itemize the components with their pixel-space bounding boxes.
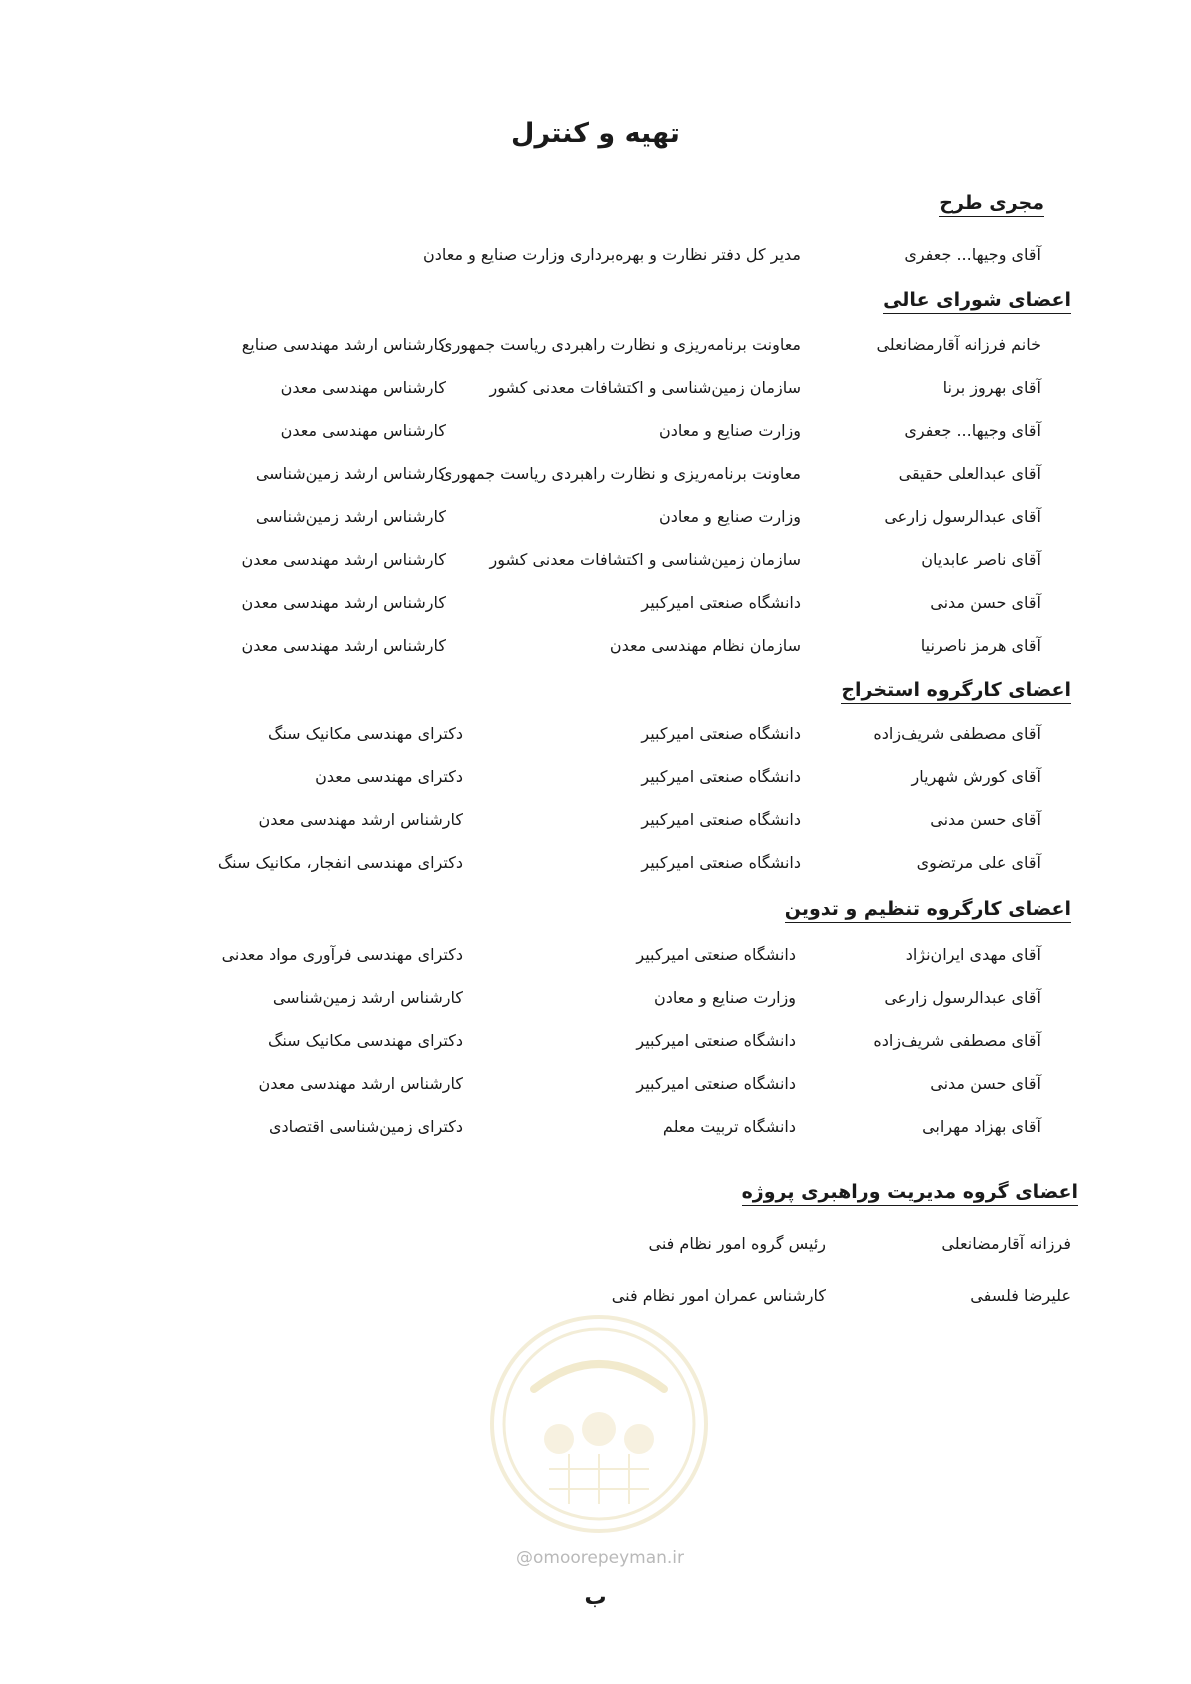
member-name: آقای بهزاد مهرابی	[922, 1117, 1041, 1136]
compilation-row	[0, 988, 1191, 1018]
member-role: کارشناس عمران امور نظام فنی	[611, 1286, 826, 1305]
member-degree: کارشناس ارشد زمین‌شناسی	[272, 988, 463, 1007]
member-degree: کارشناس ارشد زمین‌شناسی	[255, 464, 446, 483]
management-row	[0, 1286, 1191, 1316]
compilation-row	[0, 1074, 1191, 1104]
member-name: آقای وجیها... جعفری	[904, 421, 1041, 440]
member-organization: دانشگاه صنعتی امیرکبیر	[641, 853, 801, 872]
extraction-row	[0, 724, 1191, 754]
member-degree: کارشناس ارشد مهندسی معدن	[241, 636, 446, 655]
compilation-row	[0, 945, 1191, 975]
watermark-site: @omoorepeyman.ir	[515, 1548, 685, 1568]
member-organization: دانشگاه صنعتی امیرکبیر	[641, 724, 801, 743]
member-organization: مدیر کل دفتر نظارت و بهره‌برداری وزارت صنایع و معادن	[422, 245, 801, 264]
member-degree: دکترای مهندسی معدن	[315, 767, 463, 786]
member-organization: سازمان زمین‌شناسی و اکتشافات معدنی کشور	[489, 550, 801, 569]
section-heading-management: اعضای گروه مدیریت وراهبری پروژه	[742, 1181, 1078, 1206]
member-name: آقای عبدالرسول زارعی	[884, 507, 1041, 526]
member-name: آقای هرمز ناصرنیا	[920, 636, 1041, 655]
member-name: آقای کورش شهریار	[911, 767, 1041, 786]
member-organization: سازمان زمین‌شناسی و اکتشافات معدنی کشور	[489, 378, 801, 397]
member-organization: دانشگاه صنعتی امیرکبیر	[641, 593, 801, 612]
member-organization: معاونت برنامه‌ریزی و نظارت راهبردی ریاست جمهوری	[440, 335, 801, 354]
member-name: آقای وجیها... جعفری	[904, 245, 1041, 264]
section-heading-executor: مجری طرح	[939, 192, 1044, 217]
member-degree: کارشناس ارشد مهندسی معدن	[241, 550, 446, 569]
member-degree: دکترای زمین‌شناسی اقتصادی	[268, 1117, 463, 1136]
extraction-row	[0, 767, 1191, 797]
member-degree: کارشناس ارشد مهندسی صنایع	[241, 335, 446, 354]
member-organization: دانشگاه صنعتی امیرکبیر	[641, 810, 801, 829]
member-organization: دانشگاه صنعتی امیرکبیر	[636, 945, 796, 964]
member-organization: وزارت صنایع و معادن	[659, 507, 801, 526]
management-row	[0, 1234, 1191, 1264]
extraction-row	[0, 853, 1191, 883]
member-name: آقای علی مرتضوی	[916, 853, 1041, 872]
member-organization: دانشگاه صنعتی امیرکبیر	[636, 1031, 796, 1050]
executor-row	[0, 245, 1191, 275]
section-heading-compilation: اعضای کارگروه تنظیم و تدوین	[785, 898, 1071, 923]
member-name: آقای حسن مدنی	[930, 593, 1041, 612]
member-organization: معاونت برنامه‌ریزی و نظارت راهبردی ریاست جمهوری	[440, 464, 801, 483]
member-degree: کارشناس ارشد زمین‌شناسی	[255, 507, 446, 526]
member-degree: کارشناس مهندسی معدن	[280, 378, 446, 397]
member-name: فرزانه آقارمضانعلی	[941, 1234, 1071, 1253]
member-organization: وزارت صنایع و معادن	[654, 988, 796, 1007]
compilation-row	[0, 1117, 1191, 1147]
member-name: آقای عبدالرسول زارعی	[884, 988, 1041, 1007]
member-name: خانم فرزانه آقارمضانعلی	[876, 335, 1041, 354]
member-name: علیرضا فلسفی	[970, 1286, 1071, 1305]
council-row	[0, 421, 1191, 451]
member-degree: دکترای مهندسی فرآوری مواد معدنی	[221, 945, 463, 964]
page-title: تهیه و کنترل	[511, 118, 680, 149]
member-degree: کارشناس ارشد مهندسی معدن	[241, 593, 446, 612]
page-number: ب	[584, 1585, 607, 1610]
compilation-row	[0, 1031, 1191, 1061]
member-organization: وزارت صنایع و معادن	[659, 421, 801, 440]
member-degree: دکترای مهندسی انفجار، مکانیک سنگ	[217, 853, 463, 872]
member-degree: کارشناس ارشد مهندسی معدن	[258, 1074, 463, 1093]
section-heading-council: اعضای شورای عالی	[883, 289, 1071, 314]
council-row	[0, 464, 1191, 494]
member-name: آقای ناصر عابدیان	[921, 550, 1041, 569]
member-degree: کارشناس ارشد مهندسی معدن	[258, 810, 463, 829]
member-name: آقای مصطفی شریف‌زاده	[873, 1031, 1041, 1050]
member-name: آقای حسن مدنی	[930, 1074, 1041, 1093]
council-row	[0, 550, 1191, 580]
member-name: آقای حسن مدنی	[930, 810, 1041, 829]
watermark-emblem-icon	[494, 1319, 704, 1529]
member-degree: دکترای مهندسی مکانیک سنگ	[268, 724, 463, 743]
member-degree: کارشناس مهندسی معدن	[280, 421, 446, 440]
member-name: آقای مهدی ایران‌نژاد	[905, 945, 1041, 964]
council-row	[0, 636, 1191, 666]
council-row	[0, 507, 1191, 537]
council-row	[0, 593, 1191, 623]
section-heading-extraction: اعضای کارگروه استخراج	[841, 679, 1071, 704]
member-name: آقای عبدالعلی حقیقی	[898, 464, 1041, 483]
extraction-row	[0, 810, 1191, 840]
member-degree: دکترای مهندسی مکانیک سنگ	[268, 1031, 463, 1050]
council-row	[0, 378, 1191, 408]
member-organization: سازمان نظام مهندسی معدن	[609, 636, 801, 655]
member-organization: دانشگاه تربیت معلم	[662, 1117, 796, 1136]
council-row	[0, 335, 1191, 365]
member-role: رئیس گروه امور نظام فنی	[648, 1234, 826, 1253]
member-name: آقای مصطفی شریف‌زاده	[873, 724, 1041, 743]
watermark-logo	[490, 1315, 708, 1533]
member-organization: دانشگاه صنعتی امیرکبیر	[641, 767, 801, 786]
member-organization: دانشگاه صنعتی امیرکبیر	[636, 1074, 796, 1093]
member-name: آقای بهروز برنا	[942, 378, 1041, 397]
